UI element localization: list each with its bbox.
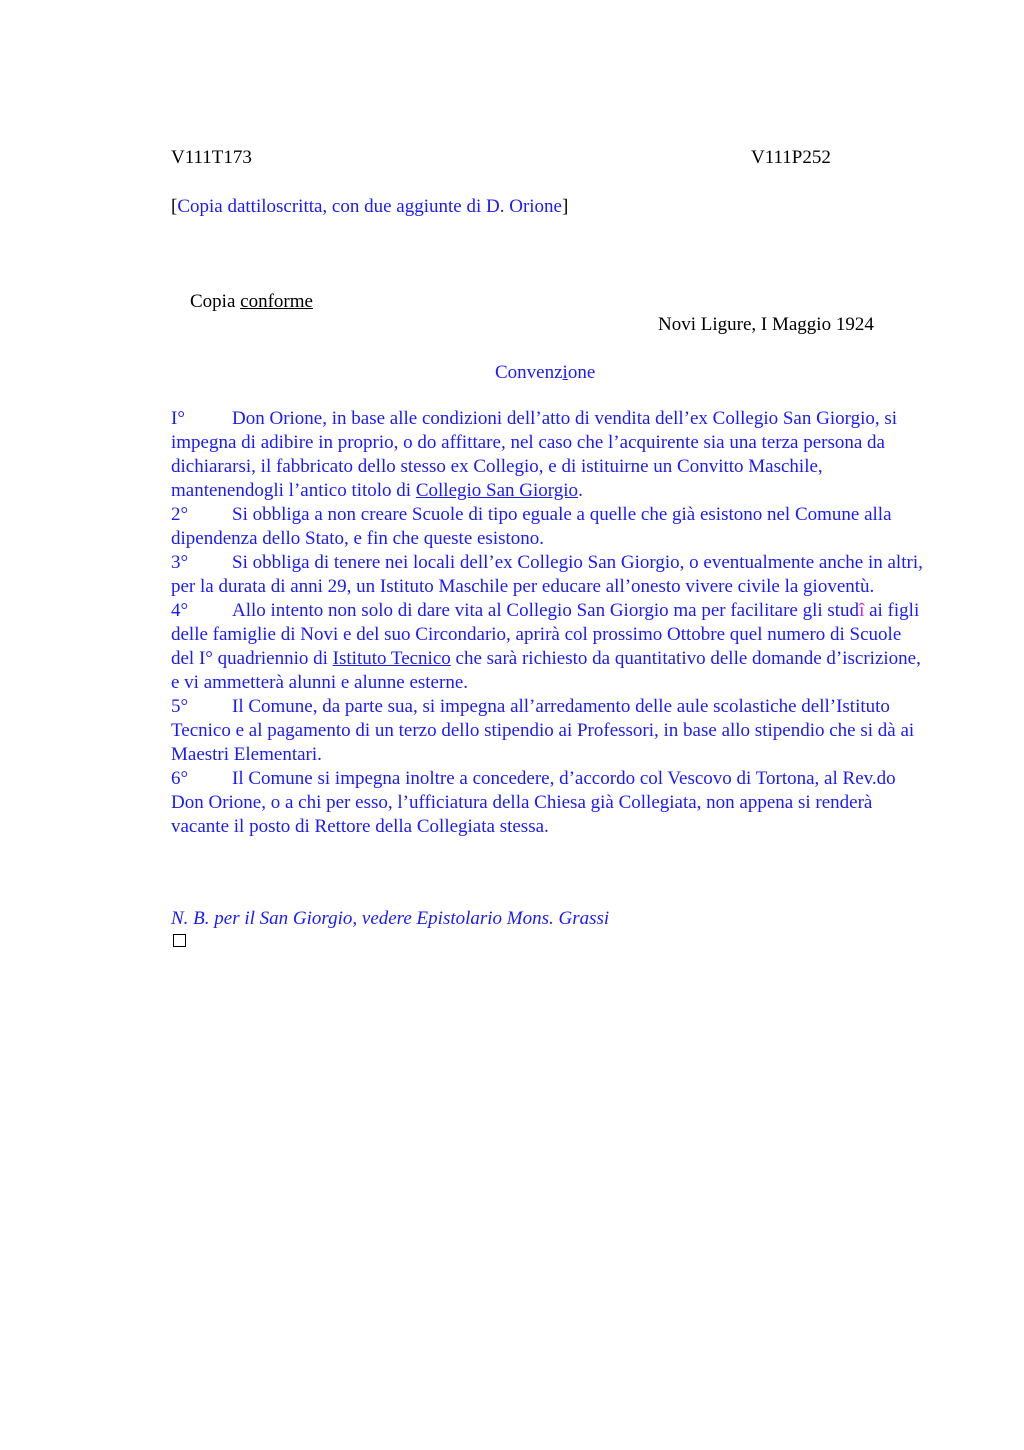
article-number: 2° (171, 504, 189, 525)
note-text: Copia dattiloscritta, con due aggiunte di D. Orione (177, 196, 562, 217)
document-title (495, 361, 595, 385)
article-1 (171, 407, 923, 503)
conforme-word: conforme (240, 291, 313, 312)
article-6 (171, 767, 923, 839)
article-number: I° (171, 408, 185, 429)
article-number: 4° (171, 600, 189, 621)
article-2 (171, 503, 923, 551)
article-text: Allo intento non solo di dare vita al Collegio San Giorgio ma per facilitare gli stud (232, 600, 860, 621)
article-number: 5° (171, 696, 189, 717)
copia-conforme (171, 266, 313, 338)
note-open-bracket: [ (171, 196, 178, 217)
article-text-middle: ai figli delle famiglie di Novi e del suo Circondario, aprirà col prossimo Ottobre quel numero di Scuole del I° quadriennio di (171, 600, 920, 669)
copia-word: Copia (190, 291, 241, 312)
right-code: V111P252 (751, 147, 831, 168)
article-text: Si obbliga di tenere nei locali dell’ex Collegio San Giorgio, o eventualmente anche in altri, per la durata di anni 29, un Istituto Maschile per educare all’onesto vivere civile la gioventù. (171, 552, 923, 597)
note-close-bracket: ] (562, 196, 569, 217)
article-text-end: che sarà richiesto da quantitativo delle domande d’iscrizione, e vi ammetterà alunni e alunne esterne. (171, 648, 921, 693)
articles-list (171, 407, 923, 839)
article-text: Il Comune, da parte sua, si impegna all’arredamento delle aule scolastiche dell’Istituto Tecnico e al pagamento di un terzo dello stipendio ai Professori, in base allo stipendio che si dà ai Maestri Elementari. (171, 696, 915, 765)
article-number: 3° (171, 552, 189, 573)
place-date: Novi Ligure, I Maggio 1924 (658, 314, 874, 335)
article-number: 6° (171, 768, 189, 789)
article-text: Si obbliga a non creare Scuole di tipo eguale a quelle che già esistono nel Comune alla dipendenza dello Stato, e fin che queste esistono. (171, 504, 892, 549)
typescript-note (171, 195, 568, 219)
article-3 (171, 551, 923, 599)
article-5 (171, 695, 923, 767)
article-4 (171, 599, 923, 695)
article-underlined-text: Istituto Tecnico (332, 648, 451, 669)
title-part-3: one (567, 362, 596, 383)
article-underlined-text: Collegio San Giorgio (415, 480, 579, 501)
title-underlined-letter: i (562, 362, 568, 383)
article-text: Don Orione, in base alle condizioni dell’atto di vendita dell’ex Collegio San Giorgio, si impegna di adibire in proprio, o do affittare, nel caso che l’acquirente sia una terza persona da dichiararsi, il fabbricato dello stesso ex Collegio, e di istituirne un Convitto Maschile, mantenendogli l’antico titolo di (171, 408, 898, 501)
footnote: N. B. per il San Giorgio, vedere Epistolario Mons. Grassi (171, 908, 610, 929)
left-code: V111T173 (171, 147, 252, 168)
article-text-end: . (578, 480, 583, 501)
editor-mark: î (859, 600, 865, 621)
article-text: Il Comune si impegna inoltre a concedere, d’accordo col Vescovo di Tortona, al Rev.do Don Orione, o a chi per esso, l’ufficiatura della Chiesa già Collegiata, non appena si renderà vacante il posto di Rettore della Collegiata stessa. (171, 768, 896, 837)
title-part-1: Convenz (495, 362, 563, 383)
square-symbol (173, 934, 186, 947)
